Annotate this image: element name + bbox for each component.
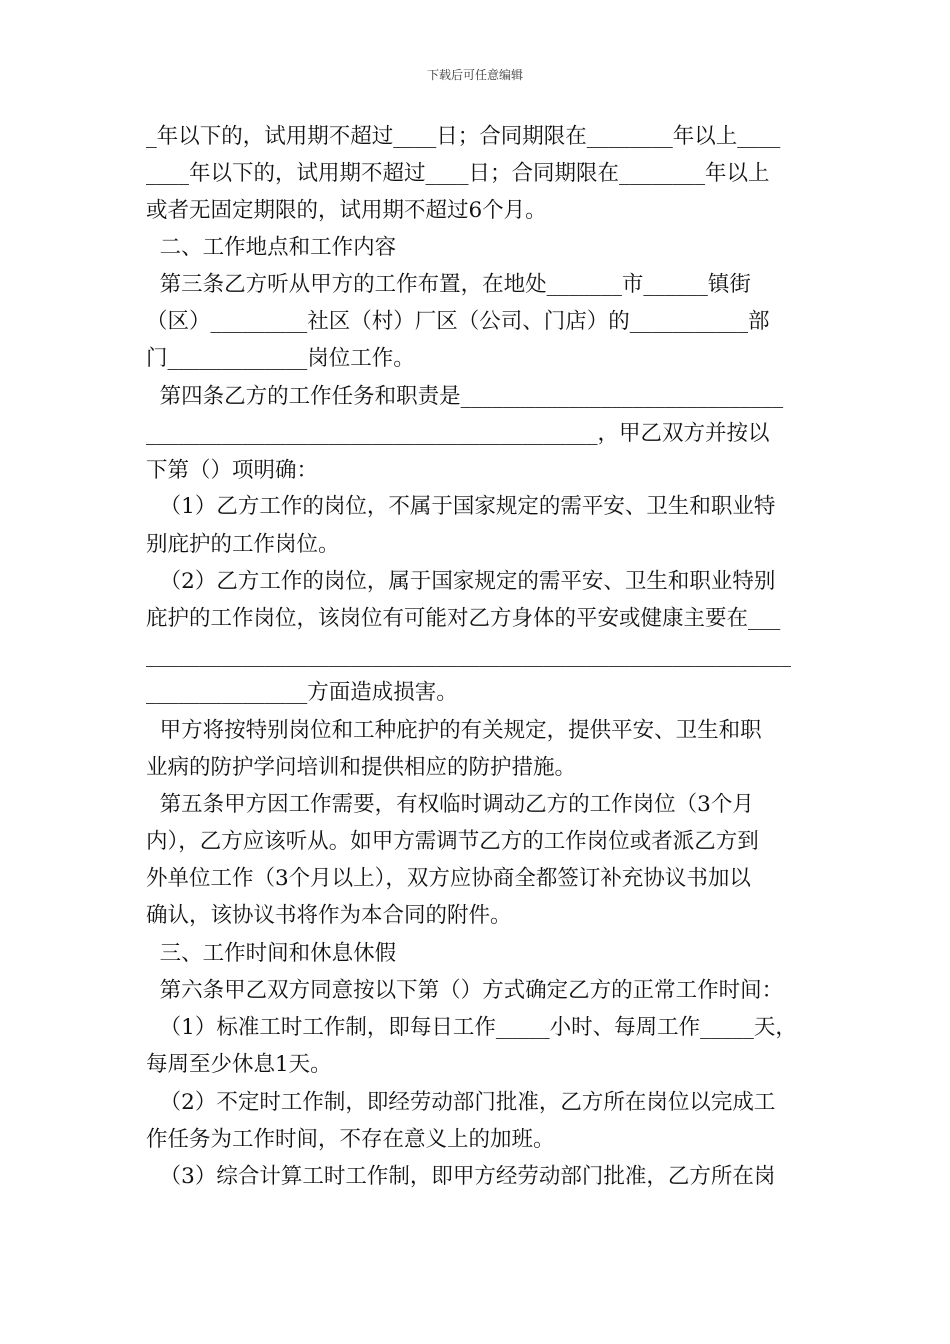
text-line: ____________________________________________________________: [146, 643, 791, 668]
text-line: 甲方将按特别岗位和工种庇护的有关规定，提供平安、卫生和职: [146, 718, 762, 743]
text-line: （2）乙方工作的岗位，属于国家规定的需平安、卫生和职业特别: [146, 569, 776, 594]
text-line: _年以下的，试用期不超过____日；合同期限在________年以上____: [146, 124, 781, 149]
text-line: （2）不定时工作制，即经劳动部门批准，乙方所在岗位以完成工: [146, 1090, 776, 1115]
text-line: __________________________________________，甲乙双方并按以: [146, 421, 770, 446]
text-line: 别庇护的工作岗位。: [146, 532, 340, 557]
text-line: _______________方面造成损害。: [146, 680, 458, 705]
text-line: 第六条甲乙双方同意按以下第（）方式确定乙方的正常工作时间：: [146, 978, 784, 1003]
text-line: 门_____________岗位工作。: [146, 346, 415, 371]
text-line: 内），乙方应该听从。如甲方需调节乙方的工作岗位或者派乙方到: [146, 829, 759, 854]
text-line: 第四条乙方的工作任务和职责是______________________________: [146, 384, 784, 409]
text-line: 或者无固定期限的，试用期不超过6个月。: [146, 198, 547, 223]
section-heading: 二、工作地点和工作内容: [146, 235, 397, 260]
text-line: 确认，该协议书将作为本合同的附件。: [146, 903, 512, 928]
section-heading: 三、工作时间和休息休假: [146, 941, 397, 966]
text-line: 每周至少休息1天。: [146, 1052, 332, 1077]
text-line: （1）乙方工作的岗位，不属于国家规定的需平安、卫生和职业特: [146, 494, 776, 519]
text-line: 第三条乙方听从甲方的工作布置，在地处_______市______镇街: [146, 272, 751, 297]
text-line: （1）标准工时工作制，即每日工作_____小时、每周工作_____天，: [146, 1015, 797, 1040]
text-line: ____年以下的，试用期不超过____日；合同期限在________年以上: [146, 161, 770, 186]
text-line: 庇护的工作岗位，该岗位有可能对乙方身体的平安或健康主要在___: [146, 606, 781, 631]
text-line: 下第（）项明确：: [146, 458, 319, 483]
text-line: （3）综合计算工时工作制，即甲方经劳动部门批准，乙方所在岗: [146, 1164, 776, 1189]
text-line: 外单位工作（3个月以上），双方应协商全都签订补充协议书加以: [146, 866, 751, 891]
text-line: 第五条甲方因工作需要，有权临时调动乙方的工作岗位（3个月: [146, 792, 754, 817]
text-line: （区）_________社区（村）厂区（公司、门店）的___________部: [146, 309, 770, 334]
page-header: 下载后可任意编辑: [426, 68, 523, 82]
text-line: 作任务为工作时间，不存在意义上的加班。: [146, 1127, 555, 1152]
text-line: 业病的防护学问培训和提供相应的防护措施。: [146, 755, 577, 780]
